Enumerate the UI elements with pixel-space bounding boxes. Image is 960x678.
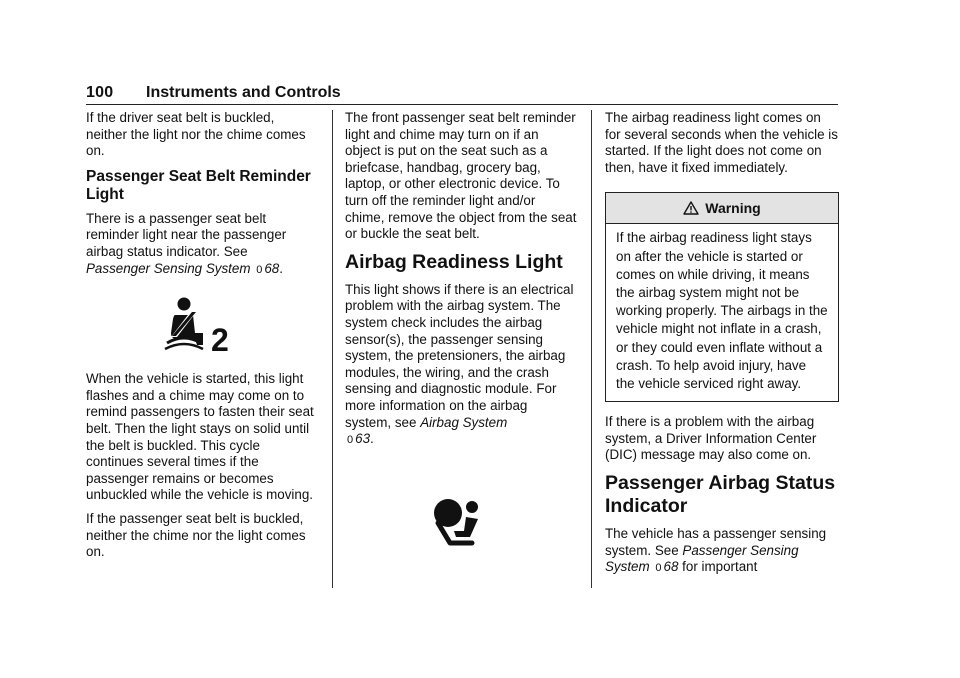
cross-reference-link[interactable]: Passenger Sensing System (605, 542, 799, 575)
airbag-readiness-icon (345, 483, 577, 563)
column-divider-1 (332, 110, 333, 588)
svg-text:2: 2 (211, 322, 229, 358)
column-3 (605, 110, 839, 584)
paragraph: If the driver seat belt is buckled, neither the light nor the chime comes on. (86, 110, 306, 159)
cross-reference-page[interactable]: 63 (355, 431, 371, 447)
column-2 (345, 110, 577, 563)
section-title: Instruments and Controls (146, 84, 341, 101)
paragraph: The front passenger seat belt reminder light and chime may turn on if an object is put on the seat such as a briefcase, handbag, grocery bag, laptop, or other electronic device. To turn off the reminder light and/or chime, remove the object from the seat or buckle the seat belt. (345, 110, 577, 242)
warning-box (605, 192, 839, 402)
paragraph: This light shows if there is an electrical problem with the airbag system. The system check includes the airbag sensor(s), the passenger sensing system, the pretensioners, the airbag modules, the wiring, and the crash sensing and diagnostic module. For more information on the airbag system, see Airbag System 0 63. (345, 282, 577, 449)
cross-reference-page[interactable]: 68 (264, 260, 280, 276)
paragraph: The airbag readiness light comes on for several seconds when the vehicle is started. If the light does not come on then, have it fixed immediately. (605, 110, 838, 175)
section-heading: Passenger Seat Belt Reminder Light (86, 167, 311, 204)
paragraph: If there is a problem with the airbag system, a Driver Information Center (DIC) message may also come on. (605, 414, 817, 463)
section-heading: Passenger Airbag Status Indicator (605, 471, 836, 517)
seatbelt-reminder-icon (86, 285, 318, 365)
section-heading: Airbag Readiness Light (345, 250, 563, 273)
column-divider-2 (591, 110, 592, 588)
cross-reference-page[interactable]: 68 (663, 559, 679, 575)
page-ref-icon: 0 (256, 263, 263, 276)
page-ref-icon: 0 (655, 562, 662, 575)
warning-text: If the airbag readiness light stays on after the vehicle is started or comes on while driving, it means the airbag system might not be working properly. The airbags in the vehicle might not inflate in a crash, or they could even inflate without a crash. To help avoid injury, have the vehicle serviced right away. (616, 230, 828, 391)
paragraph: If the passenger seat belt is buckled, neither the chime nor the light comes on. (86, 510, 306, 560)
paragraph: The vehicle has a passenger sensing system. See Passenger Sensing System 0 68 for important (605, 526, 839, 577)
header-rule (86, 104, 838, 105)
column-1 (86, 110, 318, 568)
warning-triangle-icon (683, 201, 699, 215)
paragraph: When the vehicle is started, this light flashes and a chime may come on to remind passengers to fasten their seat belt. Then the light stays on solid until the belt is buckled. This cycle continues several times if the passenger remains or becomes unbuckled while the vehicle is moving. (86, 371, 314, 503)
warning-title: Warning (705, 200, 761, 217)
warning-header (606, 193, 838, 224)
paragraph: There is a passenger seat belt reminder light near the passenger airbag status indicator. See Passenger Sensing System 0 68. (86, 211, 318, 278)
page-number: 100 (86, 84, 114, 101)
cross-reference-link[interactable]: Airbag System (420, 414, 508, 430)
cross-reference-link[interactable]: Passenger Sensing System (86, 260, 251, 276)
page-header (86, 84, 838, 104)
page-ref-icon: 0 (347, 434, 354, 447)
